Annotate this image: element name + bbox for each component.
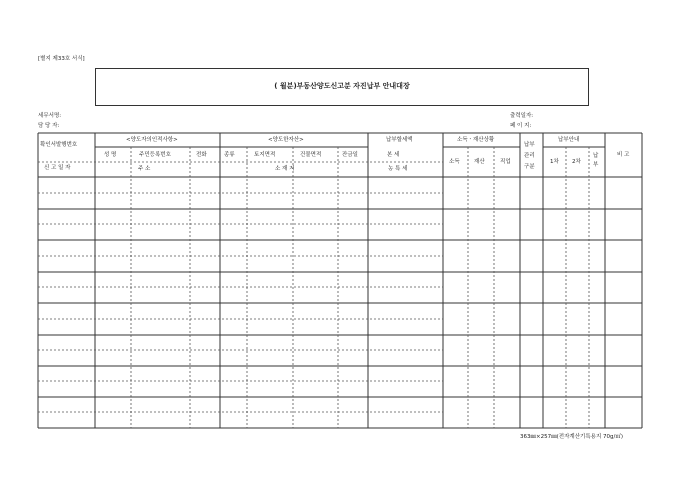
officer-label: 담 당 자: — [38, 123, 60, 129]
col-address: 주 소 — [138, 166, 151, 172]
col-second-notice: 2차 — [572, 159, 581, 165]
col-location: 소 재 지 — [275, 166, 295, 172]
col-property: 재산 — [474, 159, 485, 165]
page-label: 페 이 지: — [510, 123, 532, 129]
col-remarks: 비 고 — [617, 152, 630, 158]
col-job: 직업 — [500, 159, 511, 165]
col-first-notice: 1차 — [550, 159, 559, 165]
form-title: ( 월분)부동산양도신고분 자진납부 안내대장 — [274, 82, 410, 90]
col-report-no: 확인서발행번호 — [40, 142, 78, 148]
col-balance-date: 잔금일 — [342, 152, 358, 158]
col-paid: 납 부 — [593, 153, 599, 168]
col-notice-group: 납부안내 — [558, 137, 580, 143]
col-building-area: 건물면적 — [300, 152, 322, 158]
col-payable-group: 납부할세액 — [386, 137, 413, 143]
col-resident-no: 주민등록번호 — [139, 152, 171, 158]
col-land-area: 토지면적 — [254, 152, 276, 158]
col-kind: 종류 — [224, 152, 235, 158]
col-name: 성 명 — [104, 152, 117, 158]
col-report-date: 신 고 일 자 — [44, 165, 71, 171]
tax-office-label: 세무서명: — [38, 113, 62, 119]
col-transferor-group: <양도자의인적사항> — [126, 137, 178, 143]
col-main-tax: 본 세 — [387, 152, 400, 158]
col-income: 소득 — [449, 159, 460, 165]
col-income-group: 소득ㆍ재산상황 — [457, 137, 495, 143]
col-rural-tax: 농 특 세 — [388, 166, 408, 172]
paper-spec-note: 363㎜×257㎜(전자계산기특용지 70g/㎡) — [520, 434, 623, 440]
col-payment-mgmt: 납부 관리 구분 — [524, 142, 535, 170]
print-date-label: 출력일자: — [510, 113, 534, 119]
col-asset-group: <양도한자산> — [268, 137, 304, 143]
col-phone: 전화 — [196, 152, 207, 158]
form-number-label: [별지 제33호 서식] — [38, 56, 85, 62]
